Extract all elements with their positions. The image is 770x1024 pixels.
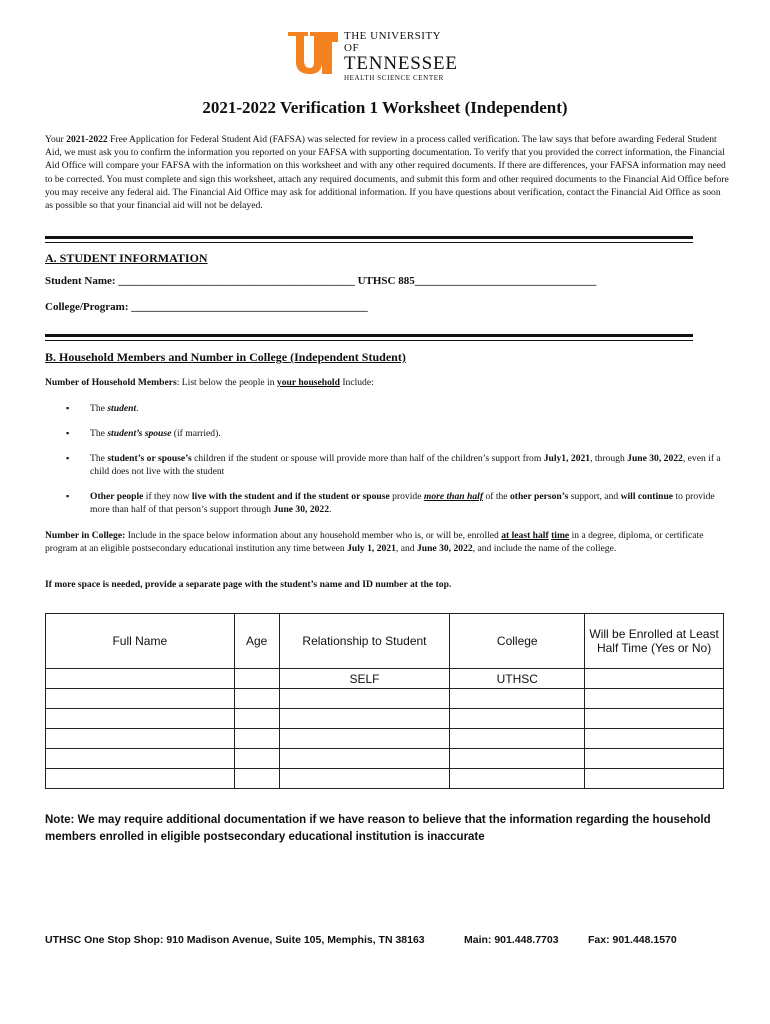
cell-age[interactable] [234, 689, 279, 709]
household-members-intro [45, 377, 374, 388]
bullet-text: , even if a child does not live with the student [90, 453, 721, 477]
college-text: , and include the name of the college. [472, 543, 617, 554]
cell-relationship: SELF [279, 669, 450, 689]
divider-a-thick [45, 236, 693, 239]
members-text: : List below the people in [176, 377, 277, 388]
cell-college[interactable] [450, 709, 585, 729]
bullet-emphasis: live with the student and if the student or spouse [191, 491, 390, 502]
bullet-text: . [136, 403, 139, 414]
table-row [46, 749, 724, 769]
bullet-text: of the [483, 491, 510, 502]
bullet-text: support, and [568, 491, 621, 502]
cell-college[interactable] [450, 729, 585, 749]
documentation-note: Note: We may require additional documentation if we have reason to believe that the information regarding the household members enrolled in eligible postsecondary educational institution is inaccurate [45, 814, 711, 843]
cell-age[interactable] [234, 769, 279, 789]
bullet-emphasis: will continue [620, 491, 674, 502]
header-enrolled: Will be Enrolled at Least Half Time (Yes or No) [585, 614, 724, 669]
cell-enrolled[interactable] [585, 689, 724, 709]
cell-age[interactable] [234, 729, 279, 749]
bullet-emphasis: student’s spouse [107, 428, 172, 439]
bullet-icon: ▪ [66, 491, 70, 501]
members-underline: your household [276, 377, 340, 388]
bullet-text: if they now [143, 491, 192, 502]
bullet-icon: ▪ [66, 453, 70, 463]
footer-main-phone: Main: 901.448.7703 [464, 934, 559, 946]
logo-line1: THE UNIVERSITY OF [344, 30, 441, 54]
cell-enrolled[interactable] [585, 729, 724, 749]
bullet-emphasis: student [107, 403, 137, 414]
cell-enrolled[interactable] [585, 769, 724, 789]
cell-college[interactable] [450, 749, 585, 769]
bullet-text: The [90, 453, 108, 464]
cell-relationship[interactable] [279, 749, 450, 769]
bullet-icon: ▪ [66, 403, 70, 413]
cell-full-name[interactable] [46, 769, 235, 789]
household-bullet-list [64, 402, 724, 528]
bullet-text: , through [590, 453, 628, 464]
logo-wordmark [344, 30, 458, 83]
bullet-icon: ▪ [66, 428, 70, 438]
cell-full-name[interactable] [46, 749, 235, 769]
bullet-date: June 30, 2022 [627, 453, 683, 464]
cell-college[interactable] [450, 769, 585, 789]
cell-age[interactable] [234, 669, 279, 689]
space-note: If more space is needed, provide a separate page with the student’s name and ID number at the top. [45, 579, 452, 590]
bullet-date: July1, 2021 [543, 453, 591, 464]
cell-enrolled[interactable] [585, 749, 724, 769]
section-b-heading: B. Household Members and Number in College (Independent Student) [45, 350, 406, 364]
divider-a-thin [45, 242, 693, 243]
logo-line3: HEALTH SCIENCE CENTER [344, 74, 444, 82]
list-item [64, 402, 724, 415]
table-row [46, 709, 724, 729]
bullet-emphasis: student’s or spouse’s [107, 453, 192, 464]
table-row [46, 669, 724, 689]
footer-address: UTHSC One Stop Shop: 910 Madison Avenue, Suite 105, Memphis, TN 38163 [45, 934, 425, 946]
cell-full-name[interactable] [46, 669, 235, 689]
bullet-text: The [90, 403, 108, 414]
bullet-text: children if the student or spouse will provide more than half of the children’s support from [191, 453, 544, 464]
cell-full-name[interactable] [46, 689, 235, 709]
intro-paragraph [45, 133, 729, 212]
list-item [64, 490, 724, 516]
cell-college[interactable] [450, 689, 585, 709]
members-text-end: Include: [339, 377, 374, 388]
section-a-heading: A. STUDENT INFORMATION [45, 251, 208, 265]
cell-relationship[interactable] [279, 729, 450, 749]
page-title: 2021-2022 Verification 1 Worksheet (Independent) [202, 98, 568, 117]
cell-full-name[interactable] [46, 709, 235, 729]
cell-age[interactable] [234, 709, 279, 729]
college-program-field[interactable]: College/Program: ___________________________________________ [45, 301, 368, 313]
table-row [46, 769, 724, 789]
bullet-emphasis: other person’s [509, 491, 569, 502]
intro-text: Your [45, 134, 67, 145]
college-date: June 30, 2022 [416, 543, 473, 554]
bullet-emphasis: more than half [423, 491, 484, 502]
university-logo [286, 30, 458, 82]
college-date: July 1, 2021 [347, 543, 396, 554]
members-label: Number of Household Members [45, 377, 177, 388]
bullet-date: June 30, 2022 [273, 504, 330, 515]
divider-b-thick [45, 334, 693, 337]
bullet-text: provide [389, 491, 424, 502]
intro-year: 2021-2022 [66, 134, 108, 145]
cell-age[interactable] [234, 749, 279, 769]
cell-enrolled[interactable] [585, 669, 724, 689]
table-header-row [46, 614, 724, 669]
table-row [46, 729, 724, 749]
list-item [64, 427, 724, 440]
footer-fax: Fax: 901.448.1570 [588, 934, 677, 946]
divider-b-thin [45, 340, 693, 341]
ut-logo-icon [286, 30, 338, 76]
college-label: Number in College: [45, 530, 126, 541]
cell-relationship[interactable] [279, 769, 450, 789]
cell-relationship[interactable] [279, 689, 450, 709]
header-college: College [450, 614, 585, 669]
header-full-name: Full Name [46, 614, 235, 669]
cell-relationship[interactable] [279, 709, 450, 729]
college-text: , and [395, 543, 417, 554]
bullet-text: The [90, 428, 108, 439]
household-table [45, 613, 724, 789]
bullet-emphasis: Other people [90, 491, 144, 502]
cell-college: UTHSC [450, 669, 585, 689]
logo-line2: TENNESSEE [344, 53, 458, 74]
table-row [46, 689, 724, 709]
cell-full-name[interactable] [46, 729, 235, 749]
bullet-text: to provide more than half of that person’s support through [90, 491, 715, 515]
college-underline: at least half [501, 530, 549, 541]
header-age: Age [234, 614, 279, 669]
bullet-text: . [329, 504, 332, 515]
college-text: Include in the space below information about any household member who is, or will be, enrolled [125, 530, 502, 541]
cell-enrolled[interactable] [585, 709, 724, 729]
student-name-field[interactable]: Student Name: ___________________________________________ UTHSC 885_________________________________ [45, 275, 597, 287]
list-item [64, 452, 724, 478]
number-in-college-paragraph [45, 529, 729, 555]
header-relationship: Relationship to Student [279, 614, 450, 669]
bullet-text: (if married). [171, 428, 221, 439]
college-underline: time [551, 530, 570, 541]
intro-text-rest: Free Application for Federal Student Aid (FAFSA) was selected for review in a process called verification. The law says that before awarding Federal Student Aid, we must ask you to confirm the information you reported on your FAFSA with supporting documentation. To verify that you provided the correct information, the Financial Aid Office will compare your FAFSA with the information on this worksheet and with any other required documents. If there are differences, your FAFSA information may need to be corrected. You must complete and sign this worksheet, attach any required documents, and submit this form and other required documents to the Financial Aid Office before you may receive any federal aid. The Financial Aid Office may ask for additional information. If you have questions about verification, contact the Financial Aid Office as soon as possible so that your financial aid will not be delayed. [45, 134, 729, 212]
college-text: in a degree, diploma, or certificate program at an eligible postsecondary educational institution any time between [45, 530, 704, 554]
